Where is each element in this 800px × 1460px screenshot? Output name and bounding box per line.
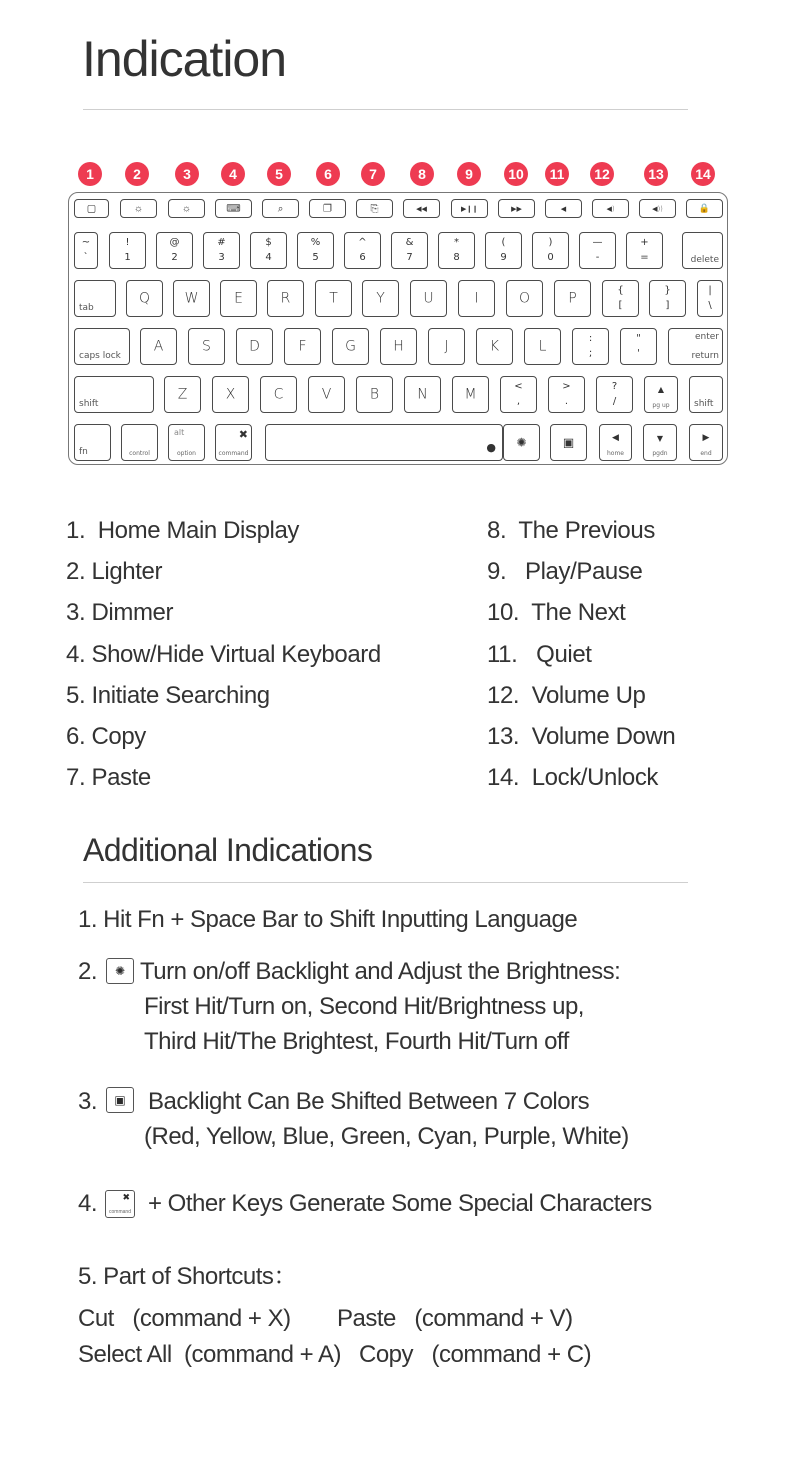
brightness-down-icon: ☼ bbox=[181, 202, 192, 214]
key-o: O bbox=[506, 280, 543, 317]
shortcut-cut: Cut (command + X) bbox=[78, 1305, 291, 1332]
home-key bbox=[74, 199, 109, 218]
additional-item-3-line-2: (Red, Yellow, Blue, Green, Cyan, Purple, White) bbox=[144, 1123, 629, 1150]
key-backlight bbox=[503, 424, 540, 461]
backlight-key-icon bbox=[106, 958, 134, 984]
badge-6: 6 bbox=[316, 162, 340, 186]
page-title: Indication bbox=[82, 31, 287, 87]
list-item: 5. Initiate Searching bbox=[66, 681, 270, 709]
list-item: 13. Volume Down bbox=[487, 722, 676, 750]
next-track-icon: ▶▶ bbox=[511, 204, 522, 213]
shortcut-copy: Copy (command + C) bbox=[359, 1341, 592, 1368]
volume-up-key bbox=[639, 199, 676, 218]
key-7: & 7 bbox=[391, 232, 428, 269]
badge-9: 9 bbox=[457, 162, 481, 186]
play-pause-key bbox=[451, 199, 488, 218]
key-shift-left: shift bbox=[74, 376, 154, 413]
key-option: alt option bbox=[168, 424, 205, 461]
additional-item-1: 1. Hit Fn + Space Bar to Shift Inputting Language bbox=[78, 906, 578, 933]
shortcut-paste: Paste (command + V) bbox=[337, 1305, 573, 1332]
list-item: 14. Lock/Unlock bbox=[487, 764, 659, 792]
indications-left-list bbox=[66, 510, 381, 798]
key-delete: delete bbox=[682, 232, 723, 269]
volume-down-key bbox=[592, 199, 629, 218]
key-l: L bbox=[524, 328, 561, 365]
list-item: 11. Quiet bbox=[487, 640, 592, 668]
brightness-down-key bbox=[168, 199, 205, 218]
key-fn: fn bbox=[74, 424, 111, 461]
additional-item-3-line-1: Backlight Can Be Shifted Between 7 Colors bbox=[148, 1088, 590, 1115]
key-v: V bbox=[308, 376, 345, 413]
additional-item-2-line-1: Turn on/off Backlight and Adjust the Brightness: bbox=[140, 958, 621, 985]
badge-7: 7 bbox=[361, 162, 385, 186]
list-item: 8. The Previous bbox=[487, 517, 655, 544]
key-5: % 5 bbox=[297, 232, 334, 269]
key-caps-lock: caps lock bbox=[74, 328, 130, 365]
key-space bbox=[265, 424, 503, 461]
additional-divider bbox=[83, 882, 688, 883]
badge-11: 11 bbox=[545, 162, 569, 186]
list-item: 6. Copy bbox=[66, 722, 146, 750]
search-key bbox=[262, 199, 299, 218]
keyboard-icon: ⌨ bbox=[226, 202, 241, 214]
key-g: G bbox=[332, 328, 369, 365]
play-pause-icon: ▶❙❙ bbox=[460, 204, 479, 213]
key-x: X bbox=[212, 376, 249, 413]
key-shift-right: shift bbox=[689, 376, 723, 413]
key-home: ◀ home bbox=[599, 424, 632, 461]
key-d: D bbox=[236, 328, 273, 365]
key-s: S bbox=[188, 328, 225, 365]
key-1: ! 1 bbox=[109, 232, 146, 269]
key-h: H bbox=[380, 328, 417, 365]
key-left-bracket: { [ bbox=[602, 280, 639, 317]
up-arrow-icon: ▲ bbox=[657, 385, 665, 394]
additional-item-2-number: 2. bbox=[78, 958, 98, 985]
paste-icon: ⎘ bbox=[370, 202, 379, 214]
additional-item-4-line-1: + Other Keys Generate Some Special Characters bbox=[148, 1190, 652, 1217]
key-0: ) 0 bbox=[532, 232, 569, 269]
color-cycle-icon: ▣ bbox=[562, 435, 575, 450]
key-backlight-color bbox=[550, 424, 587, 461]
badge-3: 3 bbox=[175, 162, 199, 186]
additional-title: Additional Indications bbox=[83, 832, 373, 868]
key-y: Y bbox=[362, 280, 399, 317]
list-item: 7. Paste bbox=[66, 764, 151, 792]
additional-item-2-line-2: First Hit/Turn on, Second Hit/Brightness up, bbox=[144, 993, 584, 1020]
previous-key bbox=[403, 199, 440, 218]
lock-icon: 🔒 bbox=[698, 203, 711, 214]
key-pgdn: ▼ pgdn bbox=[643, 424, 677, 461]
lock-key bbox=[686, 199, 723, 218]
key-semicolon: : ; bbox=[572, 328, 609, 365]
command-key-icon: ✖ command bbox=[105, 1190, 135, 1218]
key-backslash: | \ bbox=[697, 280, 723, 317]
key-e: E bbox=[220, 280, 257, 317]
keyboard-key bbox=[215, 199, 252, 218]
key-b: B bbox=[356, 376, 393, 413]
list-item: 9. Play/Pause bbox=[487, 558, 643, 586]
keyboard-illustration bbox=[68, 192, 728, 465]
key-c: C bbox=[260, 376, 297, 413]
list-item: 12. Volume Up bbox=[487, 681, 646, 709]
key-slash: ? / bbox=[596, 376, 633, 413]
badge-5: 5 bbox=[267, 162, 291, 186]
additional-item-5: 5. Part of Shortcuts： bbox=[78, 1263, 297, 1290]
home-icon: ▢ bbox=[86, 202, 97, 214]
key-equals: + = bbox=[626, 232, 663, 269]
key-k: K bbox=[476, 328, 513, 365]
key-6: ^ 6 bbox=[344, 232, 381, 269]
additional-item-4-number: 4. bbox=[78, 1190, 98, 1217]
key-3: # 3 bbox=[203, 232, 240, 269]
list-item: 3. Dimmer bbox=[66, 599, 174, 627]
badge-2: 2 bbox=[125, 162, 149, 186]
brightness-up-icon: ☼ bbox=[133, 202, 144, 214]
shortcut-select-all: Select All (command + A) bbox=[78, 1341, 341, 1368]
key-control: control bbox=[121, 424, 158, 461]
volume-down-icon: ◀) bbox=[606, 204, 615, 213]
badge-12: 12 bbox=[590, 162, 614, 186]
copy-key bbox=[309, 199, 346, 218]
key-period: > . bbox=[548, 376, 585, 413]
color-key-icon bbox=[106, 1087, 134, 1113]
key-i: I bbox=[458, 280, 495, 317]
indications-right-list bbox=[487, 510, 675, 798]
key-m: M bbox=[452, 376, 489, 413]
list-item: 4. Show/Hide Virtual Keyboard bbox=[66, 640, 381, 668]
key-w: W bbox=[173, 280, 210, 317]
key-quote: " ' bbox=[620, 328, 657, 365]
title-divider bbox=[83, 109, 688, 110]
left-arrow-icon: ◀ bbox=[612, 433, 619, 443]
mute-icon: ◀ bbox=[560, 204, 567, 213]
additional-item-3-number: 3. bbox=[78, 1088, 98, 1115]
next-key bbox=[498, 199, 535, 218]
key-n: N bbox=[404, 376, 441, 413]
mute-key bbox=[545, 199, 582, 218]
key-4: $ 4 bbox=[250, 232, 287, 269]
search-icon: ⌕ bbox=[277, 202, 284, 214]
command-icon: ✖ bbox=[238, 428, 248, 441]
badge-1: 1 bbox=[78, 162, 102, 186]
volume-up-icon: ◀)) bbox=[652, 204, 663, 213]
key-z: Z bbox=[164, 376, 201, 413]
key-p: P bbox=[554, 280, 591, 317]
key-backtick: ~ ` bbox=[74, 232, 98, 269]
key-8: * 8 bbox=[438, 232, 475, 269]
list-item: 1. Home Main Display bbox=[66, 517, 300, 544]
paste-key bbox=[356, 199, 393, 218]
right-arrow-icon: ▶ bbox=[702, 433, 710, 443]
command-icon: ✖ bbox=[122, 1193, 130, 1203]
key-u: U bbox=[410, 280, 447, 317]
globe-icon: ● bbox=[486, 441, 496, 454]
key-minus: — - bbox=[579, 232, 616, 269]
previous-track-icon: ◀◀ bbox=[416, 204, 427, 213]
additional-item-2-line-3: Third Hit/The Brightest, Fourth Hit/Turn off bbox=[144, 1028, 569, 1055]
down-arrow-icon: ▼ bbox=[656, 434, 664, 443]
copy-icon: ❐ bbox=[323, 202, 332, 214]
key-9: ( 9 bbox=[485, 232, 522, 269]
color-cycle-icon: ▣ bbox=[114, 1093, 126, 1107]
key-q: Q bbox=[126, 280, 163, 317]
badge-10: 10 bbox=[504, 162, 528, 186]
key-f: F bbox=[284, 328, 321, 365]
badge-8: 8 bbox=[410, 162, 434, 186]
key-pgup: ▲ pg up bbox=[644, 376, 678, 413]
key-tab: tab bbox=[74, 280, 116, 317]
key-right-bracket: } ] bbox=[649, 280, 686, 317]
backlight-icon: ✺ bbox=[516, 435, 527, 450]
brightness-up-key bbox=[120, 199, 157, 218]
key-j: J bbox=[428, 328, 465, 365]
key-command: ✖ command bbox=[215, 424, 252, 461]
badge-14: 14 bbox=[691, 162, 715, 186]
key-a: A bbox=[140, 328, 177, 365]
key-t: T bbox=[315, 280, 352, 317]
key-r: R bbox=[267, 280, 304, 317]
list-item: 10. The Next bbox=[487, 599, 626, 627]
key-2: @ 2 bbox=[156, 232, 193, 269]
badge-4: 4 bbox=[221, 162, 245, 186]
key-comma: < , bbox=[500, 376, 537, 413]
key-enter: enter return bbox=[668, 328, 723, 365]
key-end: ▶ end bbox=[689, 424, 723, 461]
badge-13: 13 bbox=[644, 162, 668, 186]
backlight-icon: ✺ bbox=[114, 964, 126, 978]
list-item: 2. Lighter bbox=[66, 558, 163, 586]
